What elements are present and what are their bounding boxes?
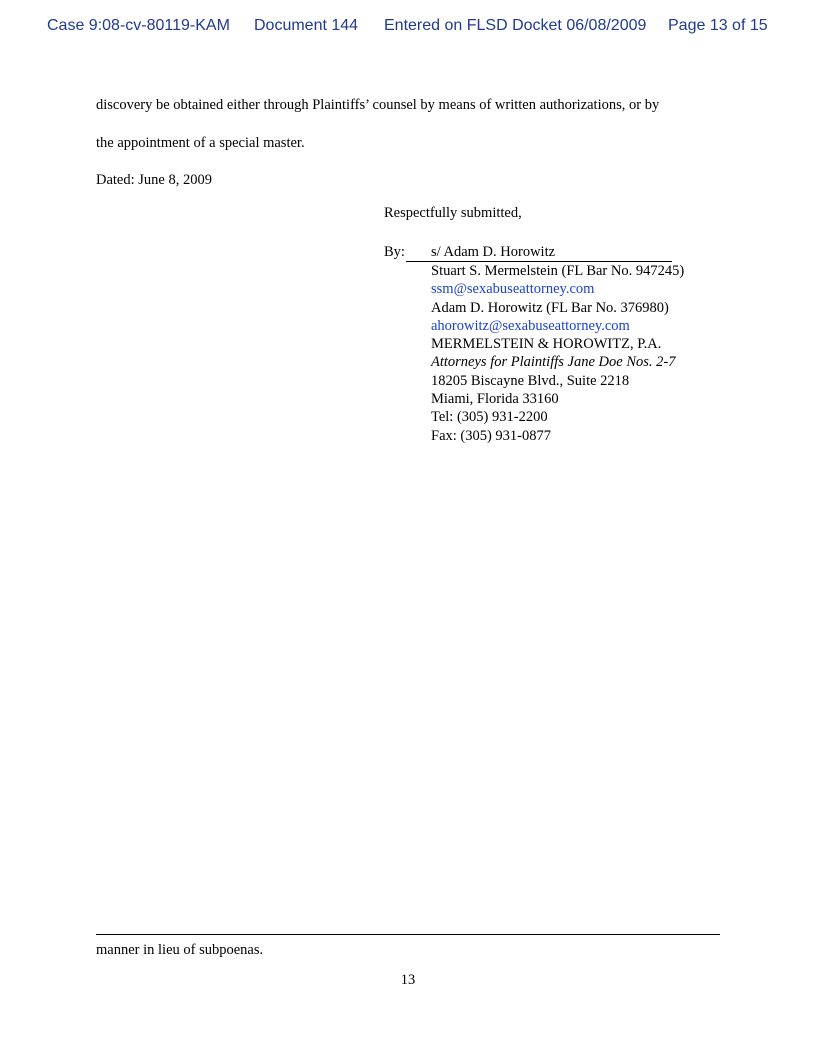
document-number: Document 144 bbox=[254, 17, 359, 34]
footnote-divider bbox=[96, 934, 720, 935]
attorney-block bbox=[431, 262, 684, 445]
telephone: Tel: (305) 931-2200 bbox=[431, 409, 548, 426]
attorney-name: Adam D. Horowitz (FL Bar No. 376980) bbox=[431, 299, 669, 316]
fax: Fax: (305) 931-0877 bbox=[431, 427, 552, 444]
closing-phrase: Respectfully submitted, bbox=[384, 205, 522, 221]
docket-entry-date: Entered on FLSD Docket 06/08/2009 bbox=[384, 17, 647, 34]
email-link[interactable]: ahorowitz@sexabuseattorney.com bbox=[431, 317, 630, 334]
by-label: By: bbox=[384, 244, 405, 260]
email-link[interactable]: ssm@sexabuseattorney.com bbox=[431, 281, 595, 298]
electronic-signature: s/ Adam D. Horowitz bbox=[431, 244, 556, 260]
signature-line bbox=[384, 244, 674, 264]
case-number: Case 9:08-cv-80119-KAM bbox=[47, 17, 230, 34]
firm-name: MERMELSTEIN & HOROWITZ, P.A. bbox=[431, 336, 662, 353]
page-number: 13 bbox=[400, 972, 416, 988]
attorney-role: Attorneys for Plaintiffs Jane Doe Nos. 2-7 bbox=[431, 354, 676, 371]
attorney-name: Stuart S. Mermelstein (FL Bar No. 947245) bbox=[431, 263, 685, 279]
street-address: 18205 Biscayne Blvd., Suite 2218 bbox=[431, 372, 630, 389]
footnote-text: manner in lieu of subpoenas. bbox=[96, 942, 264, 958]
city-state-zip: Miami, Florida 33160 bbox=[431, 391, 559, 408]
page-count: Page 13 of 15 bbox=[668, 17, 768, 34]
body-text-line: discovery be obtained either through Plaintiffs’ counsel by means of written authorizations, or by bbox=[96, 97, 660, 113]
dated-line: Dated: June 8, 2009 bbox=[96, 172, 212, 188]
docket-header bbox=[47, 17, 777, 39]
body-text-line: the appointment of a special master. bbox=[96, 135, 305, 151]
